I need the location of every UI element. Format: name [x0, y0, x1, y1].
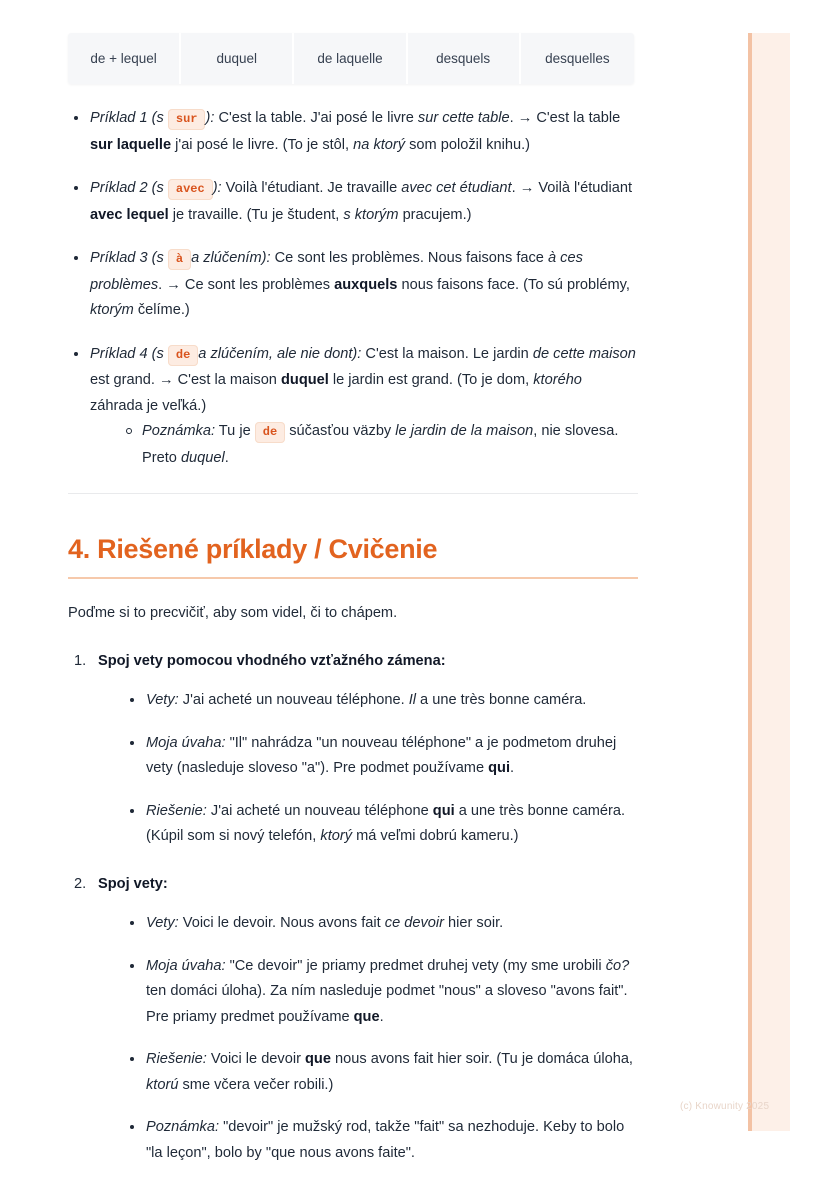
example-italic-2: s ktorým: [343, 206, 399, 223]
list-item: [124, 1115, 638, 1166]
detail-text-a: "Il" nahrádza "un nouveau téléphone" a je podmetom druhej vety (nasleduje sloveso "a"). Pre podmet používame: [146, 734, 617, 776]
detail-text-a: "Ce devoir" je priamy predmet druhej vety (my sme urobili: [225, 957, 606, 974]
table-header-cell-1: duquel: [181, 33, 294, 84]
example-text-b: .: [511, 180, 520, 196]
list-item: [68, 342, 638, 472]
example-label-pre: Príklad 3 (s: [90, 250, 164, 266]
table-header-cell-0: de + lequel: [68, 33, 181, 84]
exercise-detail-list: [98, 911, 638, 1166]
example-italic-2: ktorého: [533, 372, 582, 388]
section-heading-underline: [68, 577, 638, 579]
detail-italic: čo?: [605, 957, 630, 974]
table-header-cell-2: de laquelle: [294, 33, 407, 84]
list-item: [68, 176, 638, 228]
exercise-detail-list: [98, 688, 638, 850]
example-text-c: C'est la maison: [173, 372, 281, 388]
relative-pronoun-forms-table: [68, 33, 634, 84]
page-title: 4. Riešené príklady / Cvičenie: [68, 534, 438, 564]
detail-text-c: sme včera večer robili.): [178, 1076, 334, 1093]
example-text-a: Voilà l'étudiant. Je travaille: [221, 180, 402, 196]
example-italic-2: na ktorý: [353, 136, 406, 153]
detail-text-b: a une très bonne caméra. (Kúpil som si nový telefón,: [146, 802, 626, 844]
detail-text-a: J'ai acheté un nouveau téléphone: [206, 802, 433, 819]
example-text-b: est grand.: [90, 372, 159, 388]
detail-text-a: "devoir" je mužský rod, takže "fait" sa nezhoduje. Keby to bolo "la leçon", bolo by "que nous avons faite".: [146, 1119, 625, 1161]
example-label-pre: Príklad 2 (s: [90, 180, 164, 196]
table-header-cell-3: desquels: [408, 33, 521, 84]
detail-text-b: hier soir.: [443, 915, 504, 931]
example-text-d: j'ai posé le livre. (To je stôl,: [171, 136, 354, 153]
example-bold-form: sur laquelle: [90, 136, 172, 153]
example-note-sublist: [90, 419, 638, 471]
detail-label: Riešenie:: [146, 802, 207, 819]
list-item: [68, 106, 638, 158]
detail-label: Vety:: [146, 915, 179, 931]
detail-text-a2: ten domáci úloha). Za ním nasleduje podmet "nous" a sloveso "avons fait". Pre priamy predmet používame: [146, 983, 628, 1025]
detail-text-b: .: [379, 1008, 384, 1025]
step-number: [74, 649, 86, 675]
note-italic-2: duquel: [180, 449, 225, 466]
list-item: [68, 649, 638, 850]
example-text-d: le jardin est grand. (To je dom,: [328, 372, 534, 388]
list-item: [68, 872, 638, 1167]
code-chip-sur: sur: [168, 109, 206, 130]
detail-text-c: má veľmi dobrú kameru.): [352, 828, 519, 844]
detail-bold: que: [353, 1008, 380, 1025]
code-chip-de: de: [168, 345, 198, 366]
example-label-post: a zlúčením, ale nie dont):: [198, 345, 362, 362]
example-text-b: .: [158, 276, 167, 293]
example-bold-form: auxquels: [334, 276, 398, 293]
detail-bold: qui: [432, 802, 455, 819]
detail-italic: ktorý: [320, 828, 353, 844]
example-text-a: C'est la table. J'ai posé le livre: [214, 110, 418, 126]
section-lead-paragraph: Poďme si to precvičiť, aby som videl, či to chápem.: [68, 605, 398, 621]
example-text-a: Ce sont les problèmes. Nous faisons face: [270, 250, 548, 266]
example-bold-form: duquel: [280, 372, 329, 388]
example-label-post: ):: [205, 110, 215, 126]
example-italic-1: à ces problèmes: [90, 250, 583, 293]
example-italic-2: ktorým: [90, 302, 134, 318]
detail-italic: Il: [408, 692, 416, 708]
example-bold-form: avec lequel: [90, 206, 169, 223]
forms-table-wrapper: [68, 0, 638, 84]
arrow-glyph: →: [519, 180, 535, 196]
list-item: [124, 954, 638, 1031]
example-label-pre: Príklad 4 (s: [90, 345, 164, 362]
document-content: [68, 0, 638, 1183]
detail-text-a: J'ai acheté un nouveau téléphone.: [178, 692, 409, 708]
example-text-e: čelíme.): [133, 302, 190, 318]
list-item: [122, 419, 638, 471]
detail-text-a: Voici le devoir. Nous avons fait: [178, 915, 385, 931]
code-chip-a-accent: à: [168, 249, 191, 270]
arrow-glyph: →: [517, 110, 533, 126]
note-text-a: Tu je: [215, 423, 255, 439]
detail-label: Riešenie:: [146, 1051, 207, 1067]
list-item: [68, 246, 638, 324]
detail-bold: que: [305, 1051, 331, 1067]
list-item: [124, 799, 638, 850]
detail-italic: ce devoir: [384, 915, 444, 931]
detail-label: Moja úvaha:: [146, 734, 226, 751]
detail-label: Poznámka:: [146, 1119, 220, 1135]
note-label: Poznámka:: [142, 423, 216, 439]
example-text-e: som položil knihu.): [405, 136, 530, 153]
exercise-title: Spoj vety:: [98, 875, 168, 892]
note-text-b: súčasťou väzby: [285, 423, 396, 439]
arrow-glyph: →: [166, 276, 181, 293]
example-italic-1: avec cet étudiant: [401, 180, 512, 196]
example-text-c: Ce sont les problèmes: [180, 276, 335, 293]
example-text-d: nous faisons face. (To sú problémy,: [397, 276, 630, 293]
list-item: [124, 731, 638, 782]
example-text-c: Voilà l'étudiant: [534, 180, 633, 196]
detail-bold: qui: [488, 760, 511, 776]
example-italic-1: sur cette table: [417, 110, 510, 126]
detail-text-a: Voici le devoir: [206, 1051, 305, 1067]
table-header-row: [68, 33, 634, 84]
example-text-e: záhrada je veľká.): [90, 397, 207, 414]
example-text-c: C'est la table: [532, 110, 621, 126]
detail-italic: ktorú: [146, 1076, 179, 1093]
detail-label: Vety:: [146, 692, 179, 708]
examples-list: [68, 106, 638, 471]
example-italic-1: de cette maison: [532, 345, 636, 362]
code-chip-de-note: de: [255, 422, 285, 443]
list-item: [124, 1047, 638, 1098]
step-number: [74, 872, 86, 898]
detail-text-b: nous avons fait hier soir. (Tu je domáca úloha,: [330, 1051, 633, 1067]
note-text-d: .: [224, 449, 229, 466]
note-italic-1: le jardin de la maison: [395, 423, 534, 439]
copyright-watermark: (c) Knowunity 2025: [680, 1101, 770, 1112]
list-item: [124, 911, 638, 937]
detail-text-b: a une très bonne caméra.: [416, 692, 587, 708]
example-label-post: a zlúčením):: [191, 250, 271, 266]
detail-label: Moja úvaha:: [146, 957, 226, 974]
section-divider: [68, 493, 638, 494]
example-text-a: C'est la maison. Le jardin: [361, 345, 533, 362]
code-chip-avec: avec: [168, 179, 213, 200]
example-text-e: pracujem.): [398, 206, 472, 223]
exercise-title: Spoj vety pomocou vhodného vzťažného zámena:: [98, 652, 446, 669]
example-text-d: je travaille. (Tu je študent,: [168, 206, 344, 223]
exercises-list: [68, 649, 638, 1167]
example-label-post: ):: [212, 180, 222, 196]
example-text-b: .: [509, 110, 518, 126]
note-text-c: , nie slovesa. Preto: [142, 423, 619, 466]
table-header-cell-4: desquelles: [521, 33, 634, 84]
detail-text-b: .: [510, 760, 515, 776]
list-item: [124, 688, 638, 714]
arrow-glyph: →: [158, 372, 174, 388]
example-label-pre: Príklad 1 (s: [90, 110, 164, 126]
